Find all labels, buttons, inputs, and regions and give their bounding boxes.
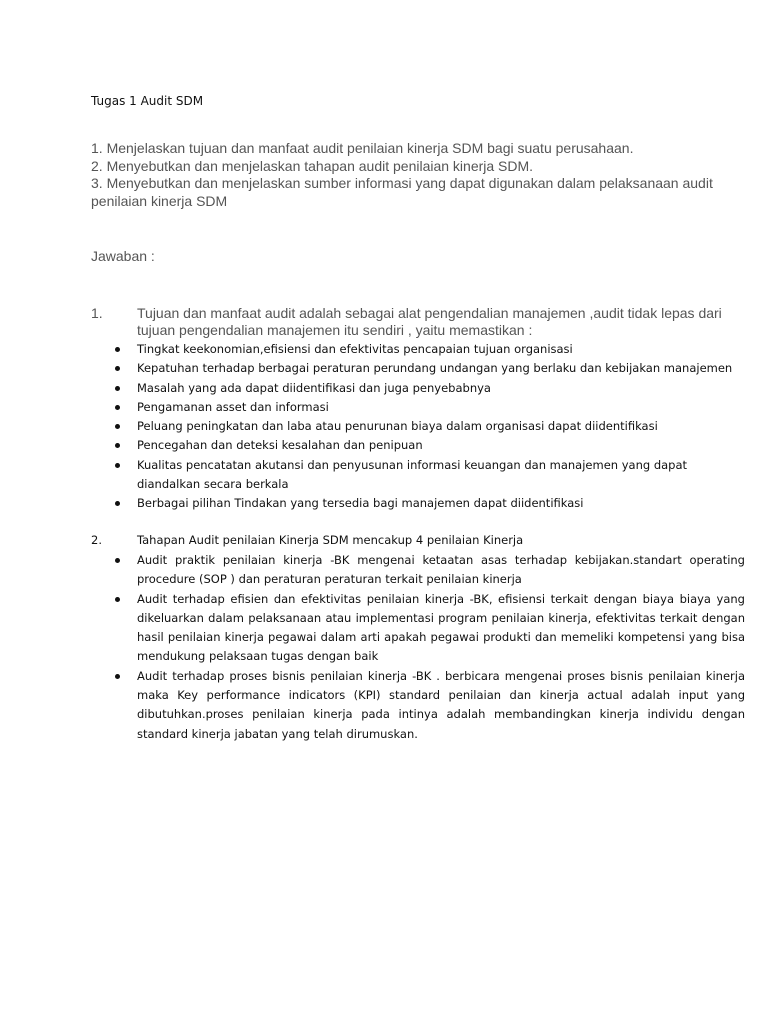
- list-item-text: Audit terhadap efisien dan efektivitas penilaian kinerja -BK, efisiensi terkait dengan biaya biaya yang dikeluarkan dalam pelaksanaan atau implementasi program penilaian kinerja, efektivitas terkait dengan hasil penilaian kinerja pegawai dalam arti apakah pegawai produkti dan memeliki kompetensi yang bisa mendukung pelaksaan tugas dengan baik: [137, 591, 745, 664]
- list-item-text: Pencegahan dan deteksi kesalahan dan penipuan: [137, 438, 423, 453]
- bullet-icon: [115, 463, 120, 468]
- list-item-text: Kualitas pencatatan akutansi dan penyusunan informasi keuangan dan manajemen yang dapat diandalkan secara berkala: [137, 457, 688, 492]
- list-item: [115, 359, 745, 378]
- bullet-icon: [115, 405, 120, 410]
- bullet-icon: [115, 347, 120, 352]
- answer-heading: Jawaban :: [91, 248, 155, 264]
- bullet-list: [115, 551, 745, 744]
- bullet-icon: [115, 386, 120, 391]
- list-item-text: Masalah yang ada dapat diidentifikasi dan juga penyebabnya: [137, 380, 491, 395]
- bullet-icon: [115, 558, 120, 563]
- bullet-icon: [115, 366, 120, 371]
- bullet-list: [115, 340, 745, 514]
- list-item-text: Audit terhadap proses bisnis penilaian kinerja -BK . berbicara mengenai proses bisnis penilaian kinerja maka Key performance indicators (KPI) standard penilaian dan kinerja actual adalah input yang dibutuhkan.proses penilaian kinerja pada intinya adalah membandingkan kinerja individu dengan standard kinerja jabatan yang telah dirumuskan.: [137, 668, 745, 741]
- list-item-text: Tingkat keekonomian,efisiensi dan efektivitas pencapaian tujuan organisasi: [137, 342, 573, 356]
- bullet-icon: [115, 424, 120, 429]
- list-item: [115, 398, 745, 417]
- task-item: 1. Menjelaskan tujuan dan manfaat audit penilaian kinerja SDM bagi suatu perusahaan.: [91, 140, 634, 156]
- bullet-icon: [115, 501, 120, 506]
- list-item: [115, 436, 745, 455]
- section-intro: Tujuan dan manfaat audit adalah sebagai alat pengendalian manajemen ,audit tidak lepas dari tujuan pengendalian manajemen itu sendiri , yaitu memastikan :: [137, 305, 722, 338]
- list-item: [115, 590, 745, 667]
- section-intro: Tahapan Audit penilaian Kinerja SDM mencakup 4 penilaian Kinerja: [137, 533, 524, 547]
- list-item: [115, 494, 745, 513]
- task-list: [91, 140, 731, 210]
- document-title: Tugas 1 Audit SDM: [91, 94, 204, 108]
- list-item: [115, 551, 745, 590]
- list-item: [115, 456, 745, 495]
- bullet-icon: [115, 443, 120, 448]
- list-item-text: Audit praktik penilaian kinerja -BK mengenai ketaatan asas terhadap kebijakan.standart operating procedure (SOP ) dan peraturan peraturan terkait penilaian kinerja: [137, 553, 745, 587]
- list-item-text: Berbagai pilihan Tindakan yang tersedia bagi manajemen dapat diidentifikasi: [137, 496, 584, 511]
- list-item: [115, 379, 745, 398]
- list-item-text: Pengamanan asset dan informasi: [137, 399, 329, 414]
- section-number: 2.: [91, 533, 102, 547]
- list-item: [115, 417, 745, 436]
- list-item: [115, 667, 745, 744]
- task-item: 2. Menyebutkan dan menjelaskan tahapan audit penilaian kinerja SDM.: [91, 157, 534, 174]
- task-item: 3. Menyebutkan dan menjelaskan sumber informasi yang dapat digunakan dalam pelaksanaan audit penilaian kinerja SDM: [91, 175, 713, 209]
- section-number: 1.: [91, 305, 103, 321]
- list-item: [115, 340, 745, 359]
- bullet-icon: [115, 597, 120, 602]
- list-item-text: Peluang peningkatan dan laba atau penurunan biaya dalam organisasi dapat diidentifikasi: [137, 419, 658, 434]
- list-item-text: Kepatuhan terhadap berbagai peraturan perundang undangan yang berlaku dan kebijakan manajemen: [137, 361, 733, 376]
- bullet-icon: [115, 674, 120, 679]
